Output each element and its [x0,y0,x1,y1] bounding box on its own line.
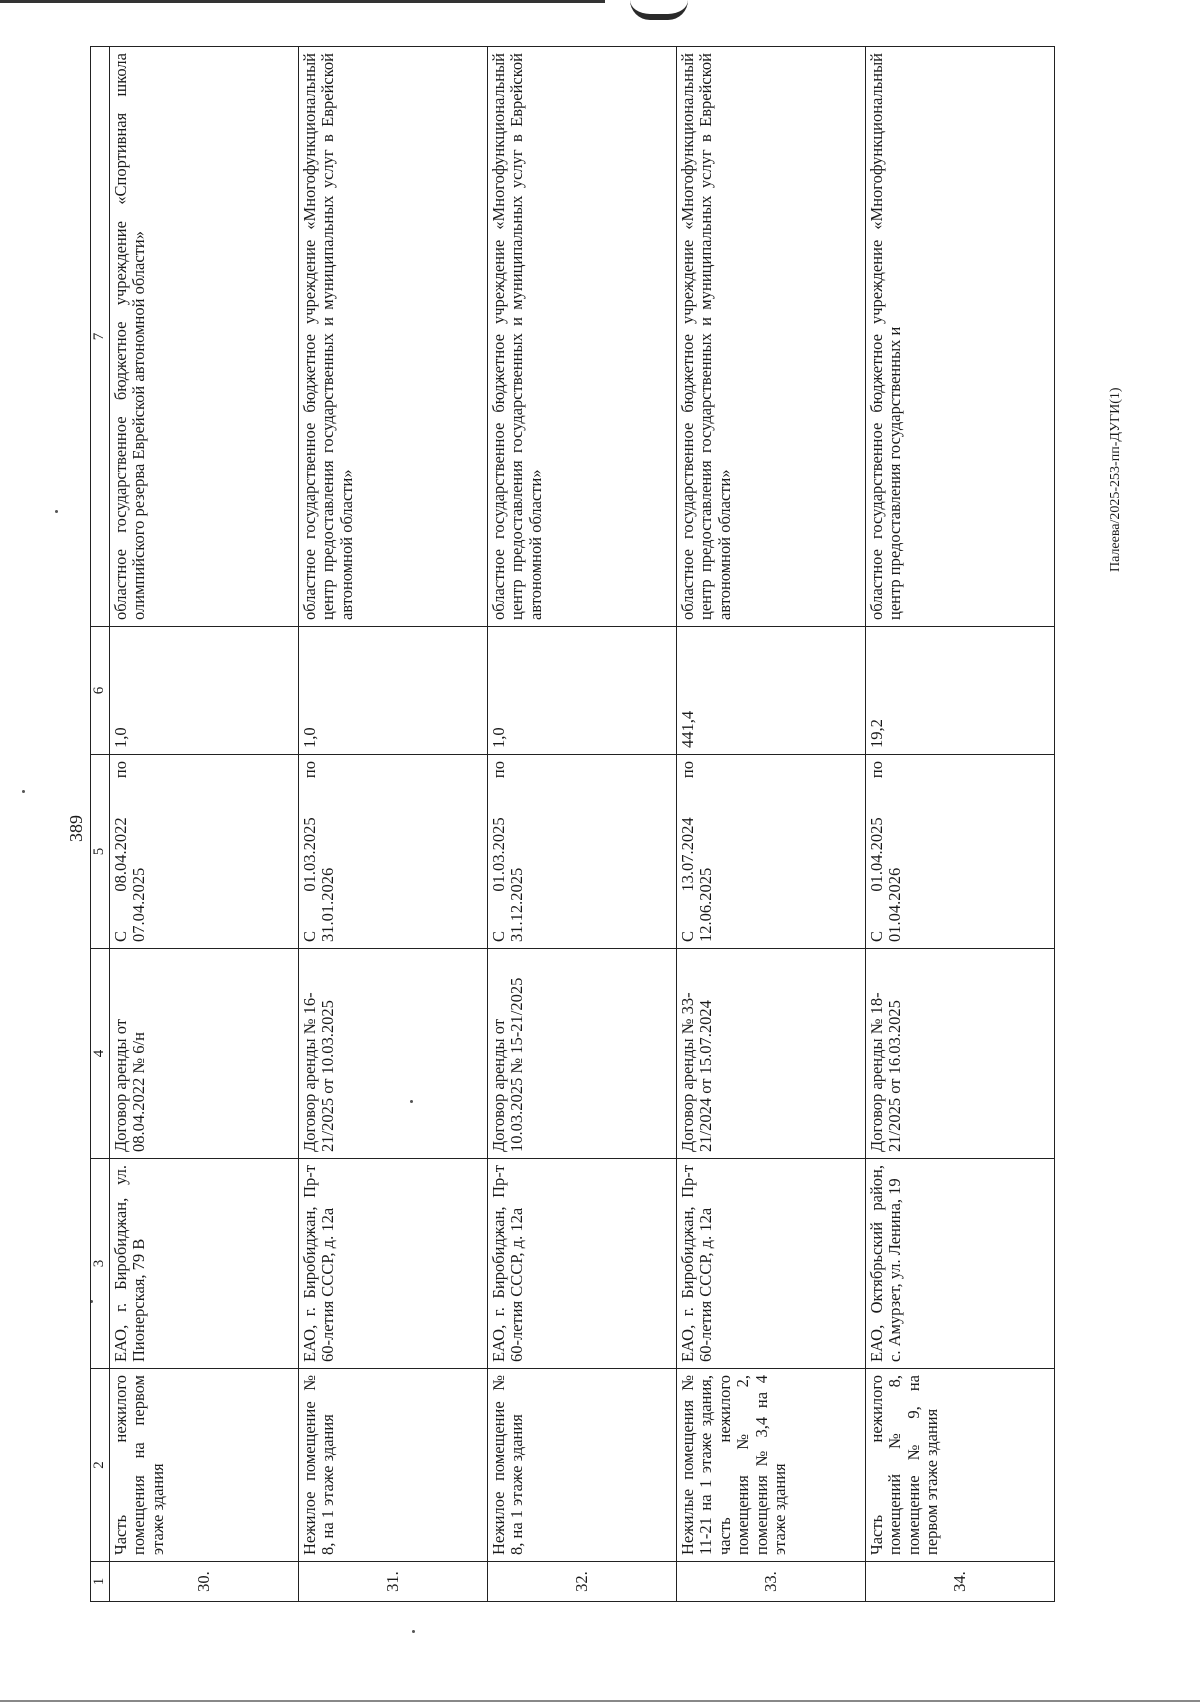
object-cell: Нежилое помещение № 8, на 1 этаже здания [488,1369,677,1562]
address-cell: ЕАО, г. Биробиджан, ул. Пионерская, 79 В [110,1159,299,1369]
period-cell: С 01.03.2025 по 31.01.2026 [299,755,488,949]
area-cell: 1,0 [299,627,488,755]
object-cell: Часть нежилого помещения на первом этаже здания [110,1369,299,1562]
table-row [110,47,299,1602]
object-cell: Нежилое помещение № 8, на 1 этаже здания [299,1369,488,1562]
column-header: 7 [91,47,110,627]
area-cell: 1,0 [110,627,299,755]
tenant-cell: областное государственное бюджетное учреждение «Многофункциональный центр предоставления государственных и [866,47,1055,627]
row-number: 34. [866,1562,1055,1602]
period-cell: С 01.04.2025 по 01.04.2026 [866,755,1055,949]
address-cell: ЕАО, г. Биробиджан, Пр-т 60-летия СССР, д. 12а [488,1159,677,1369]
page-number: 389 [66,815,86,842]
table-row [677,47,866,1602]
tenant-cell: областное государственное бюджетное учреждение «Многофункциональный центр предоставления государственных и муниципальных услуг в Еврейской автономной области» [488,47,677,627]
object-cell: Нежилые помещения № 11-21 на 1 этаже здания, часть нежилого помещения № 2, помещения № 3,4 на 4 этаже здания [677,1369,866,1562]
row-number: 32. [488,1562,677,1602]
area-cell: 1,0 [488,627,677,755]
table-row [488,47,677,1602]
document-cell: Договор аренды от 08.04.2022 № 6/н [110,949,299,1159]
object-cell: Часть нежилого помещений № 8, помещение № 9, на первом этаже здания [866,1369,1055,1562]
period-cell: С 13.07.2024 по 12.06.2025 [677,755,866,949]
address-cell: ЕАО, г. Биробиджан, Пр-т 60-летия СССР, д. 12а [299,1159,488,1369]
table-row [299,47,488,1602]
column-header: 2 [91,1369,110,1562]
column-number-row [91,47,110,1602]
tenant-cell: областное государственное бюджетное учреждение «Многофункциональный центр предоставления государственных и муниципальных услуг в Еврейской автономной области» [677,47,866,627]
column-header: 5 [91,755,110,949]
column-header: 1 [91,1562,110,1602]
column-header: 4 [91,949,110,1159]
row-number: 33. [677,1562,866,1602]
column-header: 6 [91,627,110,755]
period-cell: С 01.03.2025 по 31.12.2025 [488,755,677,949]
document-cell: Договор аренды от 10.03.2025 № 15-21/2025 [488,949,677,1159]
area-cell: 19,2 [866,627,1055,755]
address-cell: ЕАО, Октябрьский район, с. Амурзет, ул. Ленина, 19 [866,1159,1055,1369]
area-cell: 441,4 [677,627,866,755]
period-cell: С 08.04.2022 по 07.04.2025 [110,755,299,949]
document-cell: Договор аренды № 18-21/2025 от 16.03.2025 [866,949,1055,1159]
document-cell: Договор аренды № 33-21/2024 от 15.07.2024 [677,949,866,1159]
tenant-cell: областное государственное бюджетное учреждение «Многофункциональный центр предоставления государственных и муниципальных услуг в Еврейской автономной области» [299,47,488,627]
row-number: 31. [299,1562,488,1602]
document-cell: Договор аренды № 16-21/2025 от 10.03.2025 [299,949,488,1159]
row-number: 30. [110,1562,299,1602]
address-cell: ЕАО, г. Биробиджан, Пр-т 60-летия СССР, д. 12а [677,1159,866,1369]
tenant-cell: областное государственное бюджетное учреждение «Спортивная школа олимпийского резерва Еврейской автономной области» [110,47,299,627]
register-table [90,46,1055,1602]
document-footer: Палеева/2025-253-пп-ДУГИ(1) [1108,387,1123,572]
column-header: 3 [91,1159,110,1369]
table-row [866,47,1055,1602]
